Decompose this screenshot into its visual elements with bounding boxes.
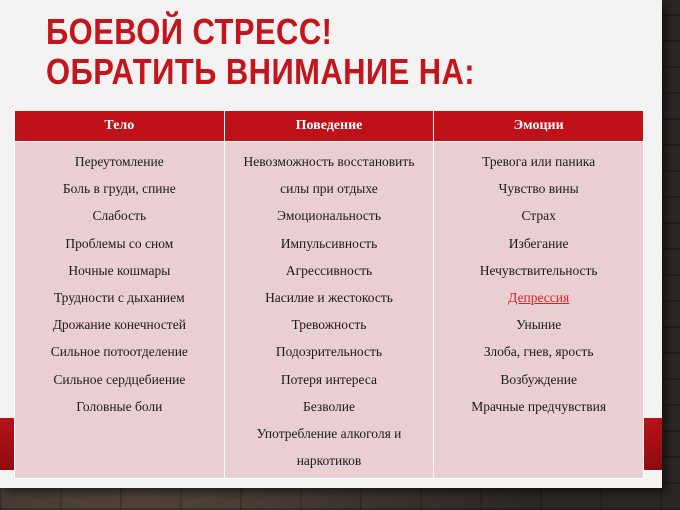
list-item: Насилие и жестокость [265, 290, 393, 306]
title-line-2: ОБРАТИТЬ ВНИМАНИЕ НА: [46, 51, 476, 92]
list-item: Тревожность [291, 317, 367, 333]
list-item: Агрессивность [285, 262, 373, 278]
list-item: Чувство вины [498, 181, 579, 197]
header-body: Тело [15, 111, 225, 142]
table-header-row [15, 111, 644, 142]
list-item: наркотиков [296, 453, 362, 469]
list-item: Злоба, гнев, ярость [483, 344, 594, 360]
list-item: Дрожание конечностей [52, 317, 186, 333]
depression-link[interactable]: Депрессия [508, 290, 570, 306]
slide-title [46, 12, 475, 92]
list-item: Возбуждение [500, 371, 577, 387]
list-item: Сильное потоотделение [50, 344, 188, 360]
title-line-1: БОЕВОЙ СТРЕСС! [46, 11, 333, 52]
list-item: Нечувствительность [479, 262, 598, 278]
column-behavior [224, 142, 434, 479]
list-item: Мрачные предчувствия [471, 398, 607, 414]
symptoms-table [14, 110, 644, 479]
list-item: Проблемы со сном [65, 235, 174, 251]
list-item: Подозрительность [275, 344, 383, 360]
list-item: Трудности с дыханием [53, 290, 185, 306]
list-item: Избегание [508, 235, 569, 251]
header-behavior: Поведение [224, 111, 434, 142]
list-item: силы при отдыхе [280, 181, 378, 197]
list-item: Слабость [92, 208, 147, 224]
list-item: Переутомление [74, 154, 164, 169]
column-body [15, 142, 225, 479]
list-item: Импульсивность [280, 235, 378, 251]
list-item: Употребление алкоголя и [256, 426, 402, 442]
list-item: Сильное сердцебиение [53, 371, 186, 387]
list-item: Эмоциональность [276, 208, 381, 224]
list-item: Ночные кошмары [68, 262, 171, 278]
list-item: Невозможность восстановить [243, 154, 415, 169]
list-item: Потеря интереса [280, 371, 378, 387]
header-emotions: Эмоции [434, 111, 644, 142]
list-item: Головные боли [76, 398, 163, 414]
list-item: Безволие [302, 398, 356, 414]
list-item: Страх [521, 208, 556, 224]
table-row [15, 142, 644, 479]
list-item: Тревога или паника [482, 154, 596, 169]
list-item: Уныние [516, 317, 562, 333]
column-emotions [434, 142, 644, 479]
list-item: Боль в груди, спине [62, 181, 176, 197]
